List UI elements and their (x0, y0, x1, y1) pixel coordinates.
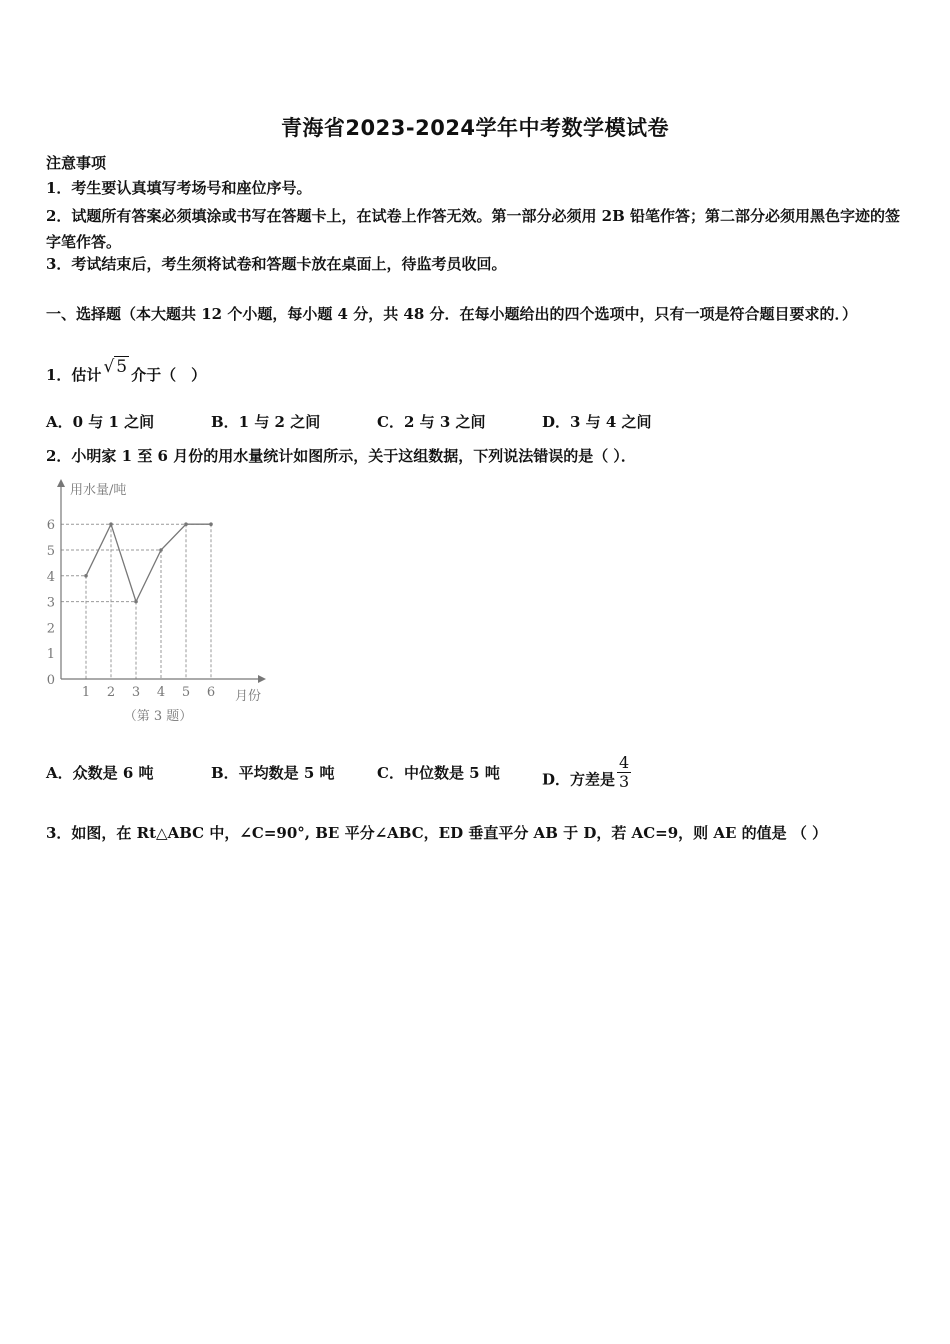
data-point (84, 574, 88, 578)
q2-option-a: A．众数是 6 吨 (46, 764, 154, 782)
q2-option-d-label: D．方差是 (542, 770, 616, 789)
y-tick-label: 4 (46, 569, 55, 585)
y-axis-label: 用水量/吨 (70, 483, 127, 498)
series-line (86, 524, 211, 601)
q2-option-b: B．平均数是 5 吨 (211, 764, 335, 782)
y-tick-label: 2 (46, 621, 55, 637)
x-axis-arrow (258, 675, 266, 683)
sqrt-expression: √ 5 (103, 357, 128, 377)
question-3-stem: 3．如图，在 Rt△ABC 中，∠C=90°, BE 平分∠ABC，ED 垂直平分 AB 于 D，若 AC=9，则 AE 的值是 （ ） (46, 824, 828, 842)
water-usage-chart (40, 478, 280, 728)
y-tick-label: 0 (46, 673, 55, 688)
data-point (109, 522, 113, 526)
data-point (134, 600, 138, 604)
fraction (617, 754, 631, 791)
chart-caption: （第 3 题） (123, 709, 193, 724)
y-axis-arrow (57, 479, 65, 487)
note-item-1: 1．考生要认真填写考场号和座位序号。 (46, 179, 312, 197)
question-2-stem: 2．小明家 1 至 6 月份的用水量统计如图所示，关于这组数据，下列说法错误的是（ ）． (46, 447, 636, 465)
x-tick-label: 3 (131, 685, 141, 700)
y-tick-label: 5 (46, 544, 55, 559)
q2-option-c: C．中位数是 5 吨 (377, 764, 500, 782)
page-title: 青海省2023-2024学年中考数学模试卷 (280, 116, 670, 140)
note-item-2: 2．试题所有答案必须填涂或书写在答题卡上，在试卷上作答无效。第一部分必须用 2B 铅笔作答；第二部分必须用黑色字迹的签字笔作答。 (46, 207, 901, 251)
q1-option-a: A．0 与 1 之间 (46, 413, 155, 431)
y-tick-label: 1 (46, 647, 55, 663)
q1-option-c: C．2 与 3 之间 (377, 413, 486, 431)
q1-option-d: D．3 与 4 之间 (542, 413, 652, 431)
notes-heading: 注意事项 (46, 154, 107, 172)
sqrt-radicand: 5 (116, 357, 128, 377)
q1-suffix: 介于（ ） (131, 366, 207, 384)
note-item-3: 3．考试结束后，考生须将试卷和答题卡放在桌面上，待监考员收回。 (46, 255, 507, 273)
y-tick-label: 6 (46, 518, 55, 534)
data-point (159, 548, 163, 552)
x-tick-label: 1 (81, 685, 91, 700)
data-point (209, 522, 213, 526)
question-1-stem (46, 357, 207, 385)
fraction-numerator: 4 (619, 753, 630, 772)
x-axis-label: 月份 (235, 689, 262, 704)
data-point (184, 522, 188, 526)
q2-option-d (542, 753, 631, 799)
x-tick-label: 6 (206, 685, 216, 700)
fraction-denominator: 3 (619, 772, 630, 791)
section-heading: 一、选择题（本大题共 12 个小题，每小题 4 分，共 48 分．在每小题给出的四个选项中，只有一项是符合题目要求的．） (46, 305, 858, 323)
q1-option-b: B．1 与 2 之间 (211, 413, 321, 431)
y-tick-label: 3 (46, 595, 55, 611)
x-tick-label: 5 (181, 685, 191, 700)
x-tick-label: 2 (106, 685, 116, 700)
q1-prefix: 1．估计 (46, 366, 102, 384)
x-tick-label: 4 (156, 685, 166, 700)
